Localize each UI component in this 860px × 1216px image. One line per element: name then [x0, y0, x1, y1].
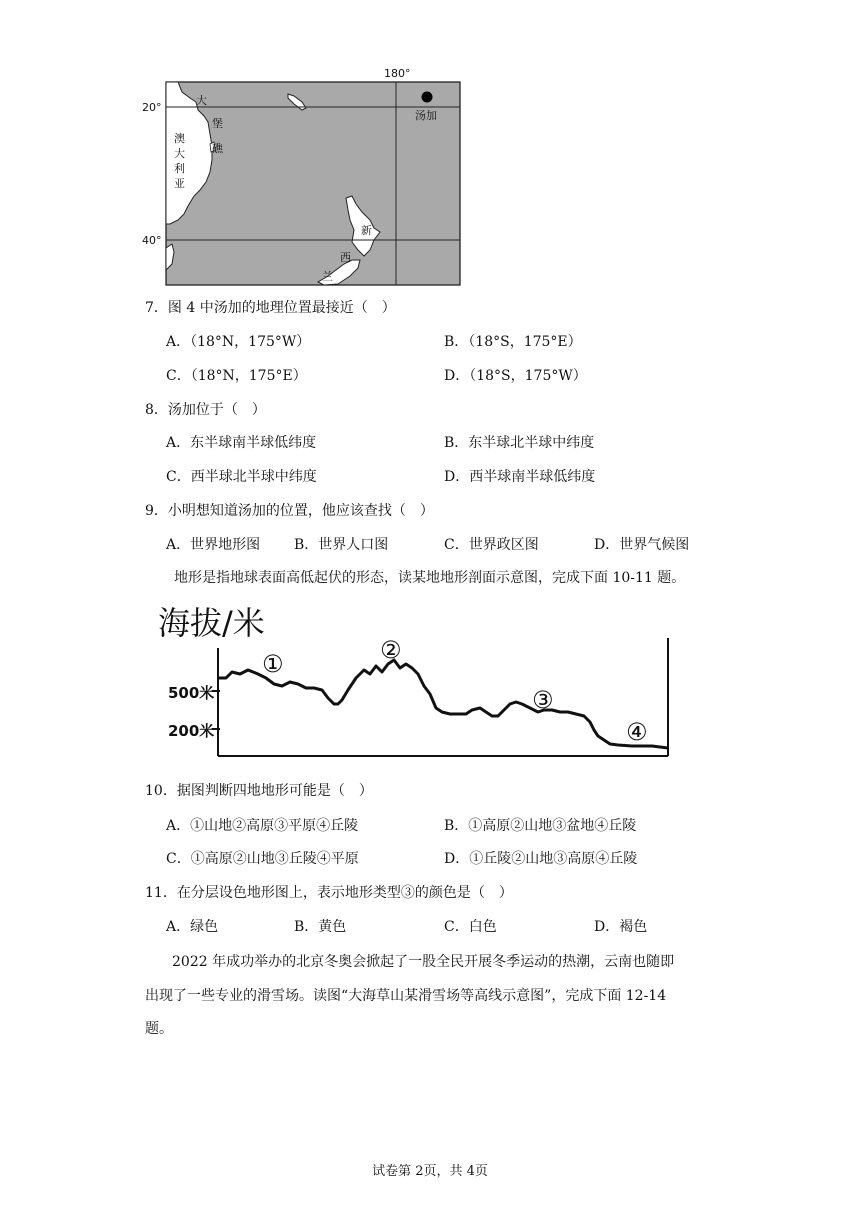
- intro-10-11: 地形是指地球表面高低起伏的形态，读某地地形剖面示意图，完成下面 10-11 题。: [174, 570, 686, 586]
- tonga-dot: [422, 92, 433, 103]
- q9-option-c[interactable]: C．世界政区图: [444, 537, 539, 553]
- reef-char-1: 大: [196, 94, 207, 107]
- tonga-map: [138, 64, 468, 290]
- profile-svg: [152, 598, 680, 768]
- marker-3: ③: [532, 686, 554, 714]
- q8-option-c[interactable]: C．西半球北半球中纬度: [166, 469, 317, 485]
- intro-12-14-line-3: 题。: [145, 1021, 173, 1037]
- q10-option-c[interactable]: C．①高原②山地③丘陵④平原: [166, 851, 359, 867]
- question-7-stem: 7．图 4 中汤加的地理位置最接近（ ）: [145, 300, 396, 316]
- q9-option-a[interactable]: A．世界地形图: [166, 537, 261, 553]
- australia-char-1: 澳: [174, 132, 185, 145]
- tonga-label: 汤加: [415, 109, 437, 122]
- page-footer: 试卷第 2页，共 4页: [372, 1164, 488, 1179]
- marker-2: ②: [380, 636, 402, 664]
- lon-180-label: 180°: [384, 67, 411, 80]
- q11-option-c[interactable]: C．白色: [444, 919, 497, 935]
- reef-char-2: 堡: [212, 117, 223, 130]
- lat-40-label: 40°: [142, 234, 162, 247]
- marker-1: ①: [262, 650, 284, 678]
- marker-4: ④: [626, 718, 648, 746]
- reef-char-3: 礁: [212, 142, 223, 155]
- q11-option-d[interactable]: D．褐色: [594, 919, 648, 935]
- q7-option-c[interactable]: C．（18°N，175°E）: [166, 368, 307, 384]
- q8-option-d[interactable]: D．西半球南半球低纬度: [444, 469, 596, 485]
- q10-option-a[interactable]: A．①山地②高原③平原④丘陵: [166, 818, 359, 834]
- terrain-line: [218, 660, 668, 748]
- q8-option-a[interactable]: A．东半球南半球低纬度: [166, 435, 317, 451]
- question-11-stem: 11．在分层设色地形图上，表示地形类型③的颜色是（ ）: [145, 885, 513, 901]
- q10-option-d[interactable]: D．①丘陵②山地③高原④丘陵: [444, 851, 638, 867]
- nz-char-1: 新: [361, 224, 372, 237]
- nz-char-2: 西: [340, 251, 351, 264]
- map-figure: [138, 64, 468, 290]
- australia-char-2: 大: [174, 147, 185, 160]
- nz-char-3: 兰: [322, 270, 333, 283]
- q11-option-b[interactable]: B．黄色: [294, 919, 347, 935]
- question-8-stem: 8．汤加位于（ ）: [145, 402, 266, 418]
- q9-option-b[interactable]: B．世界人口图: [294, 537, 389, 553]
- question-10-stem: 10．据图判断四地地形可能是（ ）: [145, 783, 373, 799]
- q7-option-a[interactable]: A．（18°N，175°W）: [166, 334, 311, 350]
- profile-title: 海拔/米: [158, 604, 265, 642]
- q7-option-b[interactable]: B．（18°S，175°E）: [444, 334, 582, 350]
- q11-option-a[interactable]: A．绿色: [166, 919, 219, 935]
- q7-option-d[interactable]: D．（18°S，175°W）: [444, 368, 587, 384]
- q9-option-d[interactable]: D．世界气候图: [594, 537, 690, 553]
- elevation-profile: [152, 598, 680, 768]
- intro-12-14-line-1: 2022 年成功举办的北京冬奥会掀起了一股全民开展冬季运动的热潮，云南也随即: [172, 954, 675, 970]
- intro-12-14-line-2: 出现了一些专业的滑雪场。读图“大海草山某滑雪场等高线示意图”，完成下面 12-14: [145, 988, 667, 1004]
- australia-char-4: 亚: [174, 177, 185, 190]
- q8-option-b[interactable]: B．东半球北半球中纬度: [444, 435, 595, 451]
- y-label-500: 500米: [168, 684, 215, 702]
- question-9-stem: 9．小明想知道汤加的位置，他应该查找（ ）: [145, 503, 434, 519]
- lat-20-label: 20°: [142, 101, 162, 114]
- australia-char-3: 利: [174, 162, 185, 175]
- q10-option-b[interactable]: B．①高原②山地③盆地④丘陵: [444, 818, 637, 834]
- y-label-200: 200米: [168, 722, 215, 740]
